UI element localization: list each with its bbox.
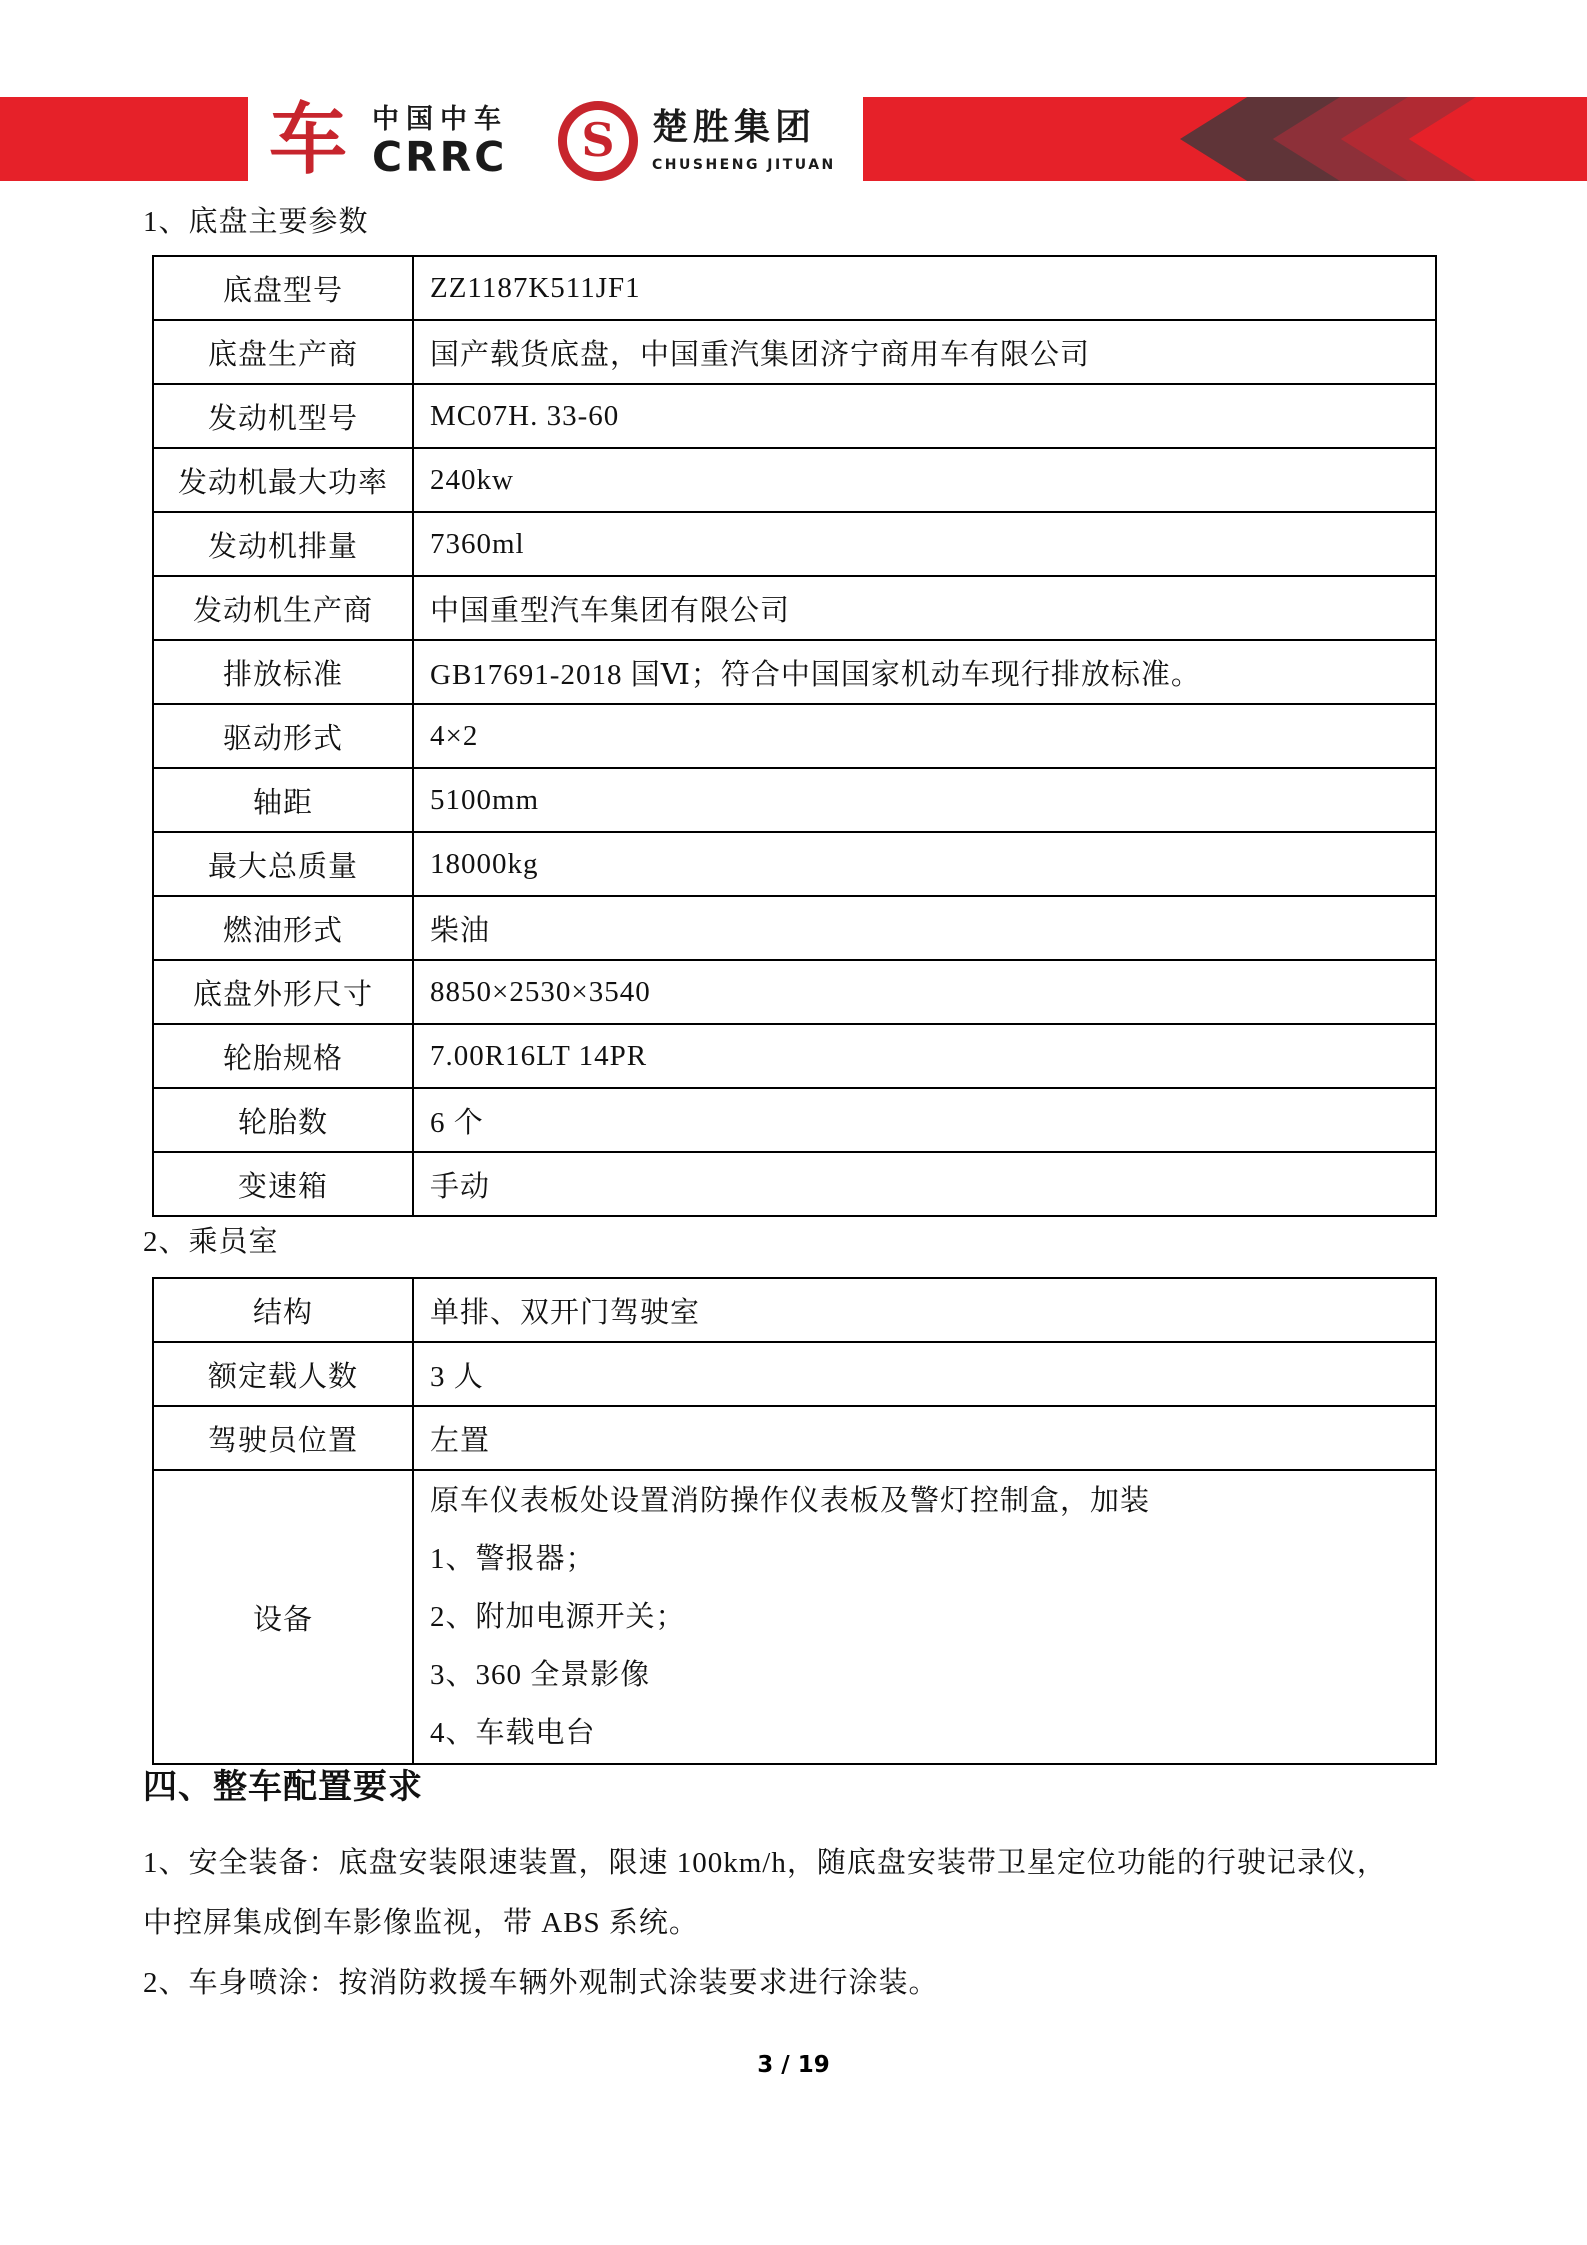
table-row bbox=[153, 1088, 1436, 1152]
chusheng-emblem-icon bbox=[558, 101, 638, 181]
row-label: 发动机排量 bbox=[153, 512, 413, 576]
table-row bbox=[153, 640, 1436, 704]
row-label: 变速箱 bbox=[153, 1152, 413, 1216]
row-label: 底盘型号 bbox=[153, 256, 413, 320]
row-label: 底盘外形尺寸 bbox=[153, 960, 413, 1024]
table-row bbox=[153, 832, 1436, 896]
table-row bbox=[153, 256, 1436, 320]
row-value: 单排、双开门驾驶室 bbox=[413, 1278, 1436, 1342]
device-line: 4、车载电台 bbox=[430, 1717, 596, 1749]
table-row bbox=[153, 448, 1436, 512]
row-label: 发动机生产商 bbox=[153, 576, 413, 640]
row-value: 7.00R16LT 14PR bbox=[413, 1024, 1436, 1088]
row-label: 轮胎规格 bbox=[153, 1024, 413, 1088]
row-value: 手动 bbox=[413, 1152, 1436, 1216]
row-value: 中国重型汽车集团有限公司 bbox=[413, 576, 1436, 640]
device-line: 1、警报器； bbox=[430, 1543, 596, 1575]
row-label: 轴距 bbox=[153, 768, 413, 832]
chassis-params-table bbox=[152, 255, 1437, 1217]
section2-title: 2、乘员室 bbox=[143, 1226, 279, 1258]
table-row bbox=[153, 1342, 1436, 1406]
row-value: 4×2 bbox=[413, 704, 1436, 768]
row-value: 8850×2530×3540 bbox=[413, 960, 1436, 1024]
row-label: 额定载人数 bbox=[153, 1342, 413, 1406]
row-value bbox=[413, 1470, 1436, 1764]
table-row bbox=[153, 896, 1436, 960]
table-row bbox=[153, 768, 1436, 832]
row-value: 5100mm bbox=[413, 768, 1436, 832]
page-number: 3 / 19 bbox=[757, 2052, 830, 2078]
paragraph-line: 1、安全装备：底盘安装限速装置，限速 100km/h，随底盘安装带卫星定位功能的行驶记录仪， bbox=[143, 1847, 1387, 1879]
chusheng-logo-cn: 楚胜集团 bbox=[652, 107, 817, 148]
row-value: 3 人 bbox=[413, 1342, 1436, 1406]
table-row bbox=[153, 384, 1436, 448]
row-value: 240kw bbox=[413, 448, 1436, 512]
row-label: 底盘生产商 bbox=[153, 320, 413, 384]
row-label: 结构 bbox=[153, 1278, 413, 1342]
row-label: 燃油形式 bbox=[153, 896, 413, 960]
crew-cabin-table bbox=[152, 1277, 1437, 1765]
row-label: 发动机型号 bbox=[153, 384, 413, 448]
paragraph-line: 中控屏集成倒车影像监视，带 ABS 系统。 bbox=[143, 1907, 699, 1939]
table-row bbox=[153, 1278, 1436, 1342]
row-value: 国产载货底盘，中国重汽集团济宁商用车有限公司 bbox=[413, 320, 1436, 384]
device-line: 3、360 全景影像 bbox=[430, 1659, 651, 1691]
row-value: 柴油 bbox=[413, 896, 1436, 960]
row-value: 左置 bbox=[413, 1406, 1436, 1470]
paragraph-line: 2、车身喷涂：按消防救援车辆外观制式涂装要求进行涂装。 bbox=[143, 1967, 939, 1999]
row-label: 排放标准 bbox=[153, 640, 413, 704]
row-value: MC07H. 33-60 bbox=[413, 384, 1436, 448]
table-row bbox=[153, 576, 1436, 640]
row-label: 发动机最大功率 bbox=[153, 448, 413, 512]
row-label: 轮胎数 bbox=[153, 1088, 413, 1152]
row-label: 驾驶员位置 bbox=[153, 1406, 413, 1470]
table-row bbox=[153, 960, 1436, 1024]
header-banner-right bbox=[863, 97, 1587, 181]
row-label: 设备 bbox=[153, 1470, 413, 1764]
crrc-logo-en: CRRC bbox=[372, 133, 508, 181]
row-label: 驱动形式 bbox=[153, 704, 413, 768]
table-row bbox=[153, 320, 1436, 384]
section4-heading: 四、整车配置要求 bbox=[143, 1769, 423, 1806]
section1-title: 1、底盘主要参数 bbox=[143, 206, 369, 238]
chusheng-logo bbox=[652, 107, 882, 173]
row-value: 7360ml bbox=[413, 512, 1436, 576]
row-label: 最大总质量 bbox=[153, 832, 413, 896]
chusheng-logo-en: CHUSHENG JITUAN bbox=[652, 157, 836, 173]
table-row bbox=[153, 1152, 1436, 1216]
device-line: 原车仪表板处设置消防操作仪表板及警灯控制盒，加装 bbox=[430, 1485, 1151, 1517]
crrc-logo bbox=[372, 104, 572, 181]
table-row bbox=[153, 512, 1436, 576]
row-value: 6 个 bbox=[413, 1088, 1436, 1152]
row-value: 18000kg bbox=[413, 832, 1436, 896]
row-value: ZZ1187K511JF1 bbox=[413, 256, 1436, 320]
table-row bbox=[153, 704, 1436, 768]
table-row bbox=[153, 1406, 1436, 1470]
chusheng-emblem-letter: S bbox=[581, 113, 615, 167]
crrc-emblem-icon: 车 bbox=[268, 96, 347, 183]
table-row-device bbox=[153, 1470, 1436, 1764]
row-value: GB17691-2018 国Ⅵ；符合中国国家机动车现行排放标准。 bbox=[413, 640, 1436, 704]
device-line: 2、附加电源开关； bbox=[430, 1601, 686, 1633]
header-banner-left bbox=[0, 97, 248, 181]
crrc-logo-cn: 中国中车 bbox=[372, 104, 508, 135]
table-row bbox=[153, 1024, 1436, 1088]
